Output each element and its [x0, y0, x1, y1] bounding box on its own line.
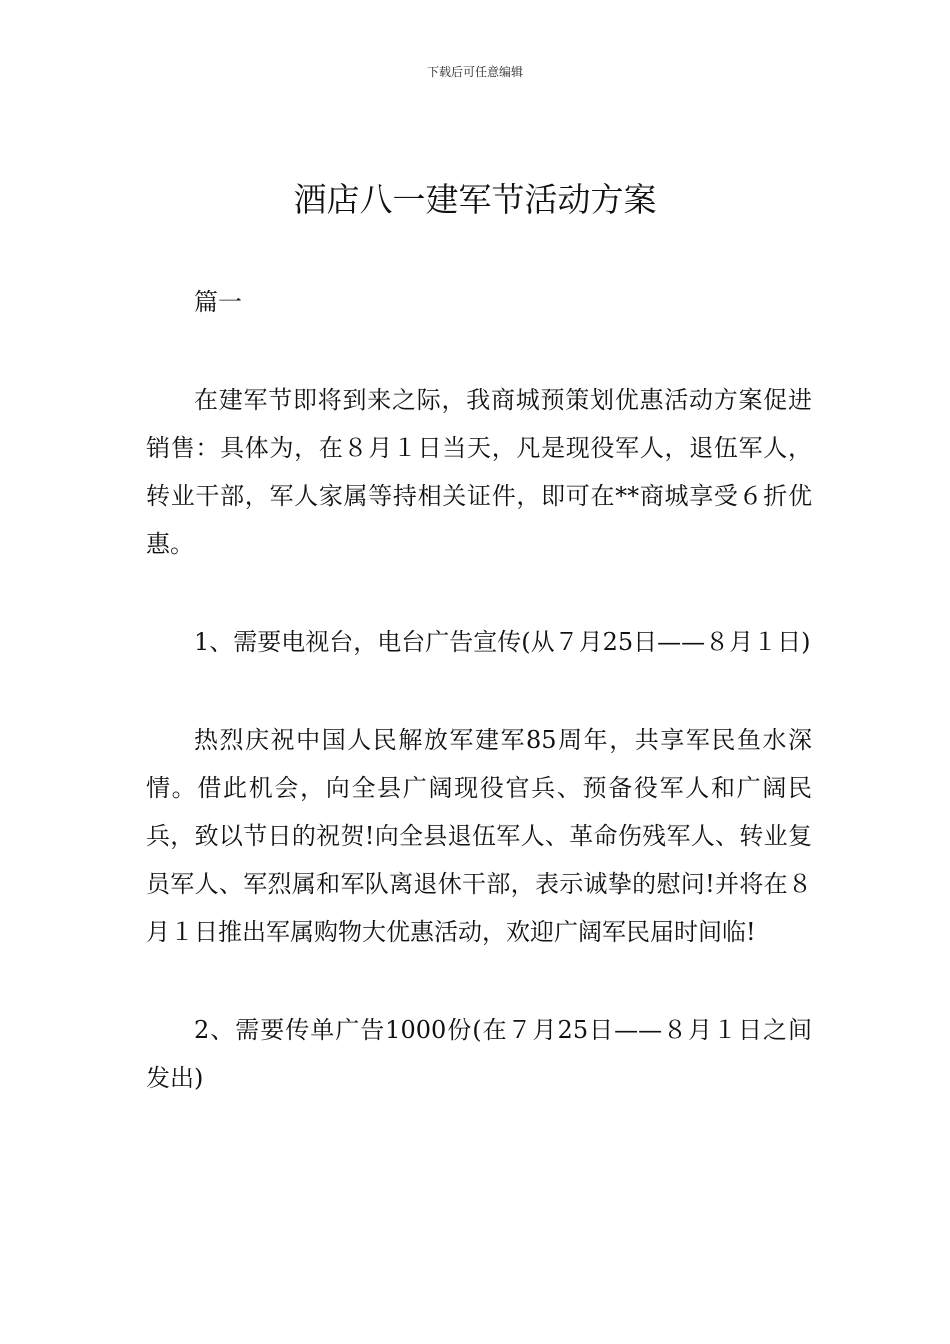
paragraph-item-2: 2、需要传单广告1000份(在７月25日——８月１日之间发出)	[146, 1016, 812, 1092]
document-body	[146, 278, 812, 1102]
paragraph-intro: 在建军节即将到来之际，我商城预策划优惠活动方案促进销售：具体为，在８月１日当天，凡是现役军人，退伍军人，转业干部，军人家属等持相关证件，即可在**商城享受６折优惠。	[146, 386, 812, 558]
paragraph-spacer	[146, 956, 812, 1006]
paragraph-spacer	[146, 568, 812, 618]
page-header-note: 下载后可任意编辑	[426, 65, 523, 79]
paragraph-spacer	[146, 666, 812, 716]
paragraph-greeting: 热烈庆祝中国人民解放军建军85周年，共享军民鱼水深情。借此机会，向全县广阔现役官兵、预备役军人和广阔民兵，致以节日的祝贺!向全县退伍军人、革命伤残军人、转业复员军人、军烈属和军队离退休干部，表示诚挚的慰问!并将在８月１日推出军属购物大优惠活动，欢迎广阔军民届时间临!	[146, 726, 812, 946]
paragraph-item-1: 1、需要电视台，电台广告宣传(从７月25日——８月１日)	[194, 628, 811, 656]
document-title: 酒店八一建军节活动方案	[293, 180, 657, 219]
paragraph-spacer	[146, 326, 812, 376]
section-heading: 篇一	[194, 288, 242, 316]
